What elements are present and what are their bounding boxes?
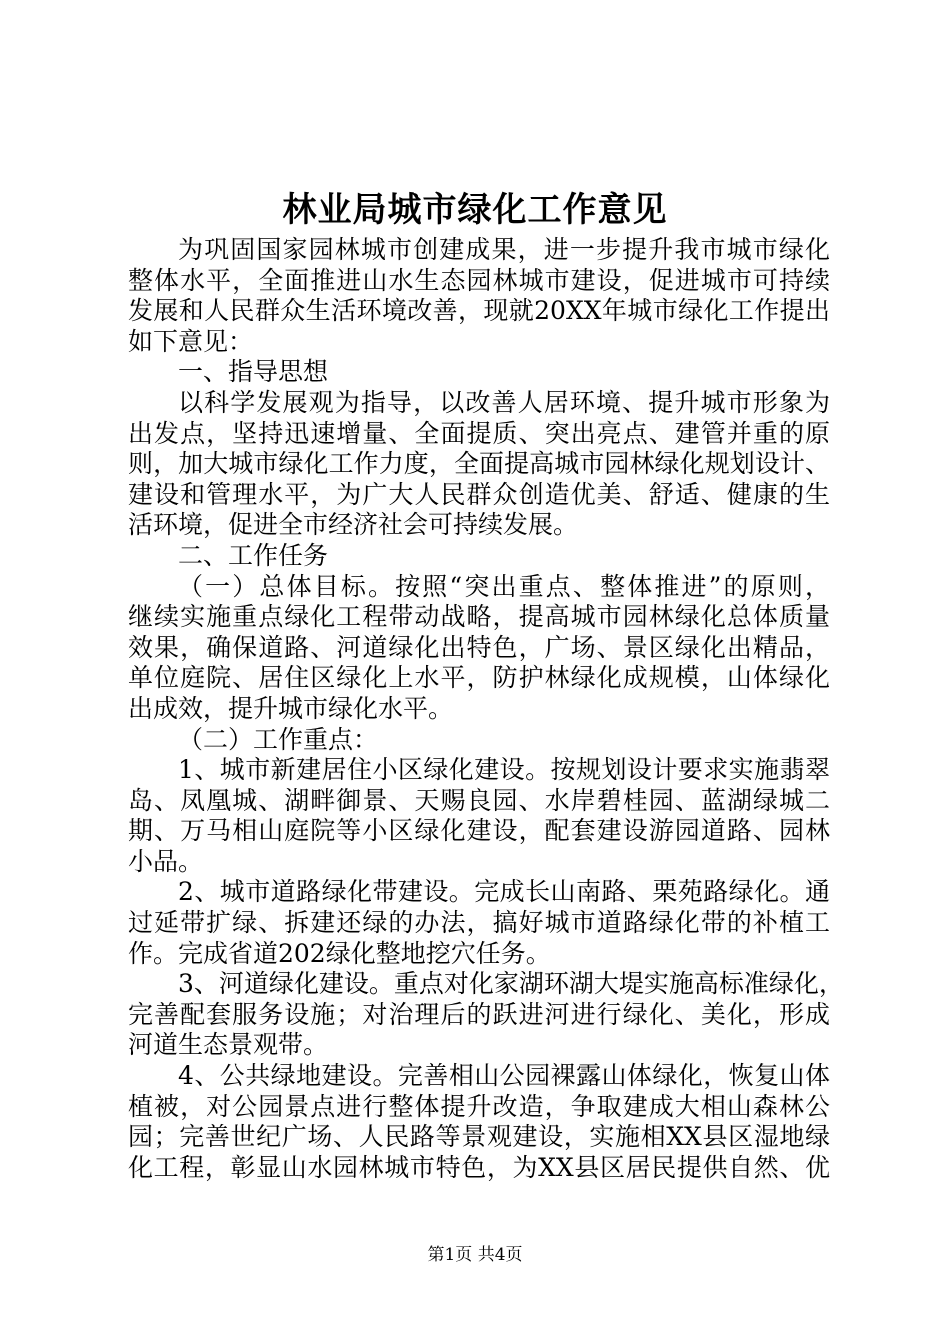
body-line: 如下意见： (128, 326, 254, 356)
body-line: 河道生态景观带。 (128, 1030, 329, 1060)
body-line: 小品。 (128, 846, 204, 876)
paragraph-item-1 (128, 755, 830, 877)
body-line: 为巩固国家园林城市创建成果，进一步提升我市城市绿化 (178, 235, 830, 264)
body-line: 3、河道绿化建设。重点对化家湖环湖大堤实施高标准绿化， (178, 969, 844, 999)
body-line: 植被，对公园景点进行整体提升改造，争取建成大相山森林公 (128, 1091, 830, 1121)
body-line: 活环境，促进全市经济社会可持续发展。 (128, 510, 579, 540)
body-line: 1、城市新建居住小区绿化建设。按规划设计要求实施翡翠 (178, 755, 830, 785)
body-line: 以科学发展观为指导，以改善人居环境、提升城市形象为 (178, 387, 830, 417)
body-line: 岛、凤凰城、湖畔御景、天赐良园、水岸碧桂园、蓝湖绿城二 (128, 785, 830, 815)
body-line: 继续实施重点绿化工程带动战略，提高城市园林绿化总体质量 (128, 602, 830, 632)
paragraph-item-2 (128, 877, 830, 969)
body-line: （一）总体目标。按照“突出重点、整体推进”的原则， (178, 571, 830, 601)
document-body (128, 235, 844, 1183)
body-line: 作。完成省道202绿化整地挖穴任务。 (128, 938, 551, 968)
body-line: 过延带扩绿、拆建还绿的办法，搞好城市道路绿化带的补植工 (128, 908, 830, 938)
body-line: 2、城市道路绿化带建设。完成长山南路、栗苑路绿化。通 (178, 877, 830, 907)
section-heading-guiding-thought (128, 357, 830, 388)
paragraph-overall-goal (128, 572, 830, 725)
paragraph-intro (128, 235, 830, 357)
paragraph-item-3 (128, 969, 844, 1061)
sub-heading: （二）工作重点： (178, 724, 379, 754)
body-line: 期、万马相山庭院等小区绿化建设，配套建设游园道路、园林 (128, 816, 830, 846)
paragraph-item-4 (128, 1061, 830, 1183)
body-line: 园；完善世纪广场、人民路等景观建设，实施相XX县区湿地绿 (128, 1122, 830, 1152)
body-line: 化工程，彰显山水园林城市特色，为XX县区居民提供自然、优 (128, 1152, 830, 1182)
body-line: 4、公共绿地建设。完善相山公园裸露山体绿化，恢复山体 (178, 1061, 830, 1091)
section-heading-tasks (128, 541, 830, 572)
paragraph-guiding-thought (128, 388, 830, 541)
section-heading: 二、工作任务 (178, 540, 329, 570)
body-line: 完善配套服务设施；对治理后的跃进河进行绿化、美化，形成 (128, 999, 830, 1029)
body-line: 发展和人民群众生活环境改善，现就20XX年城市绿化工作提出 (128, 296, 830, 326)
body-line: 单位庭院、居住区绿化上水平，防护林绿化成规模，山体绿化 (128, 663, 830, 693)
page-number-footer: 第1页 共4页 (427, 1245, 523, 1265)
body-line: 则，加大城市绿化工作力度，全面提高城市园林绿化规划设计、 (128, 449, 830, 479)
body-line: 效果，确保道路、河道绿化出特色，广场、景区绿化出精品， (128, 632, 830, 662)
body-line: 建设和管理水平，为广大人民群众创造优美、舒适、健康的生 (128, 479, 830, 509)
body-line: 出成效，提升城市绿化水平。 (128, 693, 454, 723)
page-title: 林业局城市绿化工作意见 (282, 190, 668, 230)
body-line: 整体水平，全面推进山水生态园林城市建设，促进城市可持续 (128, 265, 830, 295)
subheading-key-tasks (128, 725, 830, 756)
body-line: 出发点，坚持迅速增量、全面提质、突出亮点、建管并重的原 (128, 418, 830, 448)
section-heading: 一、指导思想 (178, 357, 329, 387)
